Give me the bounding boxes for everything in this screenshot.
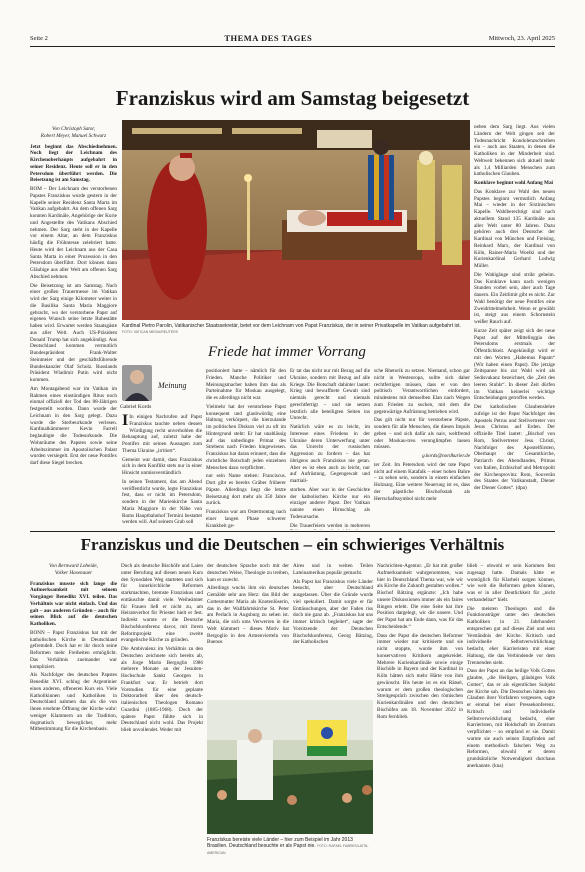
paragraph: BONN – Papst Franziskus hat mit der katholischen Kirche in Deutschland gefremdelt. Doch hat er ihr durch seine Reformen mehr Freiheiten ermöglicht. Das Verhältnis zueinander war kompliziert. [30,629,117,670]
paragraph: Die Trauerfeiern werden in mehreren [290,522,370,529]
paragraph: Nachrichten-Agentur. „Er hat mit großer Aufmerksamkeit wahrgenommen, was hier in Deutschland Thema war, wie wir als Kirche die Zukunft gestalten wollen.“ Bischof Bätzing ergänzte: „Ich habe unsere Diskussionen immer als ein faires Ringen erlebt. Die eine Seite hat ihre Position dargelegt, wir die unsere. Und der Papst hat am Ende dann, was für das Entscheidende.“ [377,563,463,630]
section-title: THEMA DES TAGES [224,33,313,43]
paragraph: Er tat das nicht nur mit Bezug auf die Ukraine, sondern mit Bezug auf alle Kriege. Die Botschaft dahinter lautet: Krieg und bewaffnete Gewalt sind niemals gerecht und niemals gerechtfertigt – und sie setzen letztlich alle beteiligten Seiten ins Unrecht. [290,368,370,422]
section-rule [30,531,555,532]
story2-column-4 [293,563,373,696]
byline-line: Von Bernward Loheide, [49,563,98,569]
paragraph: Das gilt nicht nur für verstorbene Päpste, sondern für alle Menschen, die diesen Impuls geben – und sich dafür als naiv, weltfremd oder Moskau-treu verunglimpfen lassen müssen. [374,417,470,451]
caption-text: Franziskus bereiste viele Länder – hier zum Beispiel im Jahr 2013 Brasilien. Deutschland besuchte er als Papst nie. [207,837,353,850]
paragraph: Doch als deutsche Bischöfe und Laien unter Berufung auf diesen neuen Kurs den Synodalen Weg starteten und sich für innerkirchliche Reformen starkmachten, bremste Franziskus und enttäuschte damit viele. Weiheämter für Frauen ließ er nicht zu, am Heiratsverbot für Priester hielt er fest. Indirekt warnte er die Deutsche Bischofskonferenz davor, mit ihrem Reformprojekt eine zweite evangelische Kirche zu gründen. [121,563,203,644]
headline-secondary: Franziskus und die Deutschen – ein schwieriges Verhältnis [80,535,505,554]
paragraph: ROM – Der Leichnam des verstorbenen Papstes Franziskus wurde gestern in der Kapelle seiner Residenz Santa Marta im Vatikan aufgebahrt. An dem offenen Sarg konnten Kardinäle, Angehörige der Kurie und Angestellte des Vatikans Abschied nehmen. Der Sarg steht in der Kapelle vor einem Altar, an dem Franziskus häufig die Frühmesse zelebriert hatte. Heute wird der Leichnam aus der Casa Santa Marta in einer Prozession in den Petersdom überführt. Dort können dann Gläubige aus aller Welt am offenen Sarg Abschied nehmen. [30,186,117,280]
opinion-column-1 [122,414,202,530]
author-portrait-icon [122,365,152,401]
paragraph [122,414,202,455]
byline [30,563,117,577]
caption-text: Kardinal Pietro Parolin, Vatikanischer Staatssekretär, betet vor dem Leichnam von Papst Franziskus, der in seiner Privatkapelle im Vatikan aufgebahrt ist. [122,323,461,329]
story2-column-6 [467,563,555,853]
paragraph: storben. Aber war in der Geschichte der katholischen Kirche nur ein einziger anderer Papst. Der Vatikan nannte einen Hirnschlag als Todesursache. [290,486,370,520]
paragraph: nur sein Name stehen: Franciscus. Dort gibt es bereits Gräber früherer Päpste. Allerdings liegt die letzte Beisetzung dort mehr als 350 Jahre zurück. [206,473,286,507]
header-rule [30,46,555,47]
paragraph: sche Rhetorik zu setzen. Niemand, schon gar nicht in Westeuropa, sollte sich daher rechtfertigen müssen, dass er von den politisch Verantwortlichen einfordert, mindestens mit demselben Elan nach Wegen zum Frieden zu suchen, mit dem die gegenwärtige Aufrüstung betrieben wird. [374,368,470,415]
photo-parolin-coffin [122,120,470,320]
paragraph: Allerdings wuchs ihm ein deutsches Gemälde sehr ans Herz: das Bild der Gottesmutter Maria als Knotenlöserin, das in der Wallfahrtskirche St. Peter am Perlach in Augsburg zu sehen ist. Maria, die sich ums Verwerren in die Welt kümmert – dieses Motiv hat Bergoglio in den Armenvierteln von Buenos [207,585,289,646]
author-photo [122,365,152,401]
story1-column-1 [30,126,117,526]
paragraph: der deutschen Sprache noch mit der deutschen Weise, Theologie zu treiben, kam er zurecht. [207,563,289,583]
subheading: Konklave beginnt wohl Anfang Mai [474,180,553,186]
photo-credit: FOTO: RAFAEL FABRES/LATIN-AMERICAN [207,844,369,855]
photo-credit: FOTO: VATICAN MEDIA/REUTERS [122,330,179,335]
opinion-label: Meinung [158,381,187,390]
paragraph: Am Montagabend war im Vatikan im Rahmen eines einstündigen Ritus noch einmal offiziell der Tod des 88-Jährigen festgestellt worden. Dann wurde der Leichnam in den Sarg gelegt. Dazu wurde die Sterbeurkunde verlesen. Kardinalkämmerer Kevin Farrell beglaubigte die Todesurkunde. Die Wohnräume des Papstes sowie seine Arbeitszimmer im Apostolischen Palast wurden versiegelt. Erst der neue Pontifex darf diese Siegel brechen. [30,385,117,466]
author-email: g.kords@nordkurier.de [422,453,470,459]
photo-caption [207,837,373,856]
lead-paragraph: Jetzt beginnt das Abschiednehmen. Noch liegt der Leichnam des Kirchenoberhaupts aufgebahrt in seiner Residenz. Heute soll er in den Petersdom überführt werden. Die Beisetzung ist am Samstag. [30,143,117,184]
paragraph: Gemeint war damit, dass Franziskus sich in dem Konflikt stets nur in einer Hinsicht unmissverständlich [122,456,202,476]
issue-date: Mittwoch, 23. April 2025 [488,34,555,42]
byline [30,126,117,140]
photo-illustration [207,700,373,834]
paragraph: positioniert hatte – nämlich für den Frieden. Manche Politiker und Meinungsmacher haben ihm das als Parteinahme für Moskau ausgelegt, die es allerdings nicht war. [206,368,286,401]
paragraph: Dass der Papst die deutschen Reformer immer wieder nur kritisierte und sie nicht stoppte, wurde ihm von konservativen Kritikern angekreidet. Mehrere Kurienkardinäle sowie einige Bischöfe in Bayern und der Kardinal in Köln hätten sich mehr Härte von ihm gewünscht. Bis heute ist es ein Rätsel, warum er dem großen theologischen Streitgespräch zwischen den römischen Kurienkardinälen und den deutschen Bischöfen am 18. November 2022 in Rom fernblieb. [377,632,463,720]
paragraph: Kurze Zeit später zeigt sich der neue Papst auf der Mittelloggia des Petersdoms erstmals der Öffentlichkeit. Angekündigt wird er mit den Worten „Habemus Papam“ (Wir haben einen Papst). Die jetzige Zeitspanne bis zur Wahl wird als Sedisvakanz bezeichnet, die „Zeit des leeren Stuhls“. In dieser Zeit dürfen im Vatikan keinerlei wichtige Entscheidungen getroffen werden. [474,327,555,402]
opinion-headline: Friede hat immer Vorrang [208,344,366,360]
paragraph: ter Zeit. Im Petersdom wird der tote Papst nicht auf einem Katafalk – einer hohen Bahre – zu sehen sein, sondern in einem einfachen Holzsarg. Eine weitere Neuerung ist es, dass der päpstliche Bischofsstab als Herrschaftssymbol nicht mehr [374,461,470,502]
byline-line: Volker Hasenauer [54,569,93,576]
opinion-column-3 [290,368,370,530]
photo-illustration [122,120,470,320]
photo-brazil-crowd [207,700,373,834]
paragraph: Dass der Papst an das heilige Volk Gottes glaubte, „die Heiligen, gläubigen Volk Gottes“, das er als eigentliches Subjekt der Kirche sah. Die Deutschen hätten den Glauben ihrer Vorfahren vergessen, sagte er einmal bei einer Pressekonferenz. Kritisch und individuelle Selbstverwirklichung bedacht, eher Karrieristen, mit Holdschaft im Zentrum verpflichtet – so empfand er sie. Damit warnte sie auch seinen Empfinden auf einem methodisch falschen Weg zu Reformen, obwohl er deren grundsätzliche Notwendigkeit durchaus anerkannte. (kna) [467,668,555,769]
story2-column-5 [377,563,463,853]
lead-paragraph: Franziskus musste sich lange die Aufmerksamkeit mit seinem Vorgänger Benedikt XVI. teilen. Das Verhältnis war nicht einfach. Und das galt – aus anderen Gründen – auch für seinen Blick auf die deutschen Katholiken. [30,580,117,627]
photo-caption [122,323,470,336]
paragraph: Natürlich wäre es zu leicht, im Interesse eines Friedens in der Ukraine deren Unterwerfung unter das Unrecht der russischen Aggression zu fordern – das hat übrigens auch Franziskus nie getan. Aber es ist eben auch zu leicht, nur auf Aufrüstung, Gegengewalt und martiali- [290,424,370,484]
opinion-author: Gabriel Kords [120,404,152,410]
story2-column-2 [121,563,203,853]
paragraph: neben dem Sarg liegt. Aus vielen Ländern der Welt gingen seit der Todesnachricht Kondolenzschreiben ein – auch aus Staaten, in denen die Katholiken in der Minderheit sind. Weltweit bekennen sich aktuell mehr als 1,4 Milliarden Menschen zum katholischen Glauben. [474,124,555,178]
paragraph: Die meisten Theologen und die Funktionsträger unter den deutschen Katholiken in 21. Jahrhundert entsprechen gut auf dieses Ziel und sein Verständnis der Kirche. Kritisch und individuelle Selbstverwirklichung bedacht, eher Karrieristen mit einer Haltung, die das Verbindende vor dem Trennenden sieht. [467,605,555,666]
page-header [30,32,555,44]
paragraph: Die Wahlgänge sind strikt geheim. Das Konklave kann nach wenigen Stunden vorbei sein, aber auch Tage dauern. Ein Zeitlimit gibt es nicht. Zur Wahl benötigt der neue Pontifex eine Zweidrittelmehrheit. Wenn er gewählt ist, steigt aus einem Schornstein weißer Rauch auf. [474,271,555,325]
opinion-column-4 [374,368,470,530]
paragraph: Als Nachfolger des deutschen Papstes Benedikt XVI. schlug der Argentinier einen anderen, offeneren Kurs ein. Viele Katholikinnen und Katholiken in Deutschland nahmen das als die von ihnen ersehnte Öffnung der Kirche wahr: weniger Klammern an die Tradition, dogmatisch beweglicher, mehr Mitbestimmung für die Kirchenbasis. [30,672,117,733]
paragraph: Die Beisetzung ist am Samstag. Nach einer großen Trauermesse im Vatikan wird der Sarg einige Kilometer weiter in die Basilika Santa Maria Maggiore gebracht, wo der verstorbene Papst auf eigenen Wunsch seine letzte Ruhestätte haben wird. Erwartet werden Staatsgäste aus aller Welt. Auch US-Präsident Donald Trump hat sich angekündigt. Aus Deutschland kommen vermutlich Bundespräsident Frank-Walter Steinmeier und der geschäftsführende Bundeskanzler Olaf Scholz. Russlands Präsident Wladimir Putin wird nicht kommen. [30,282,117,383]
page-number: Seite 2 [30,34,48,42]
byline-line: Von Christoph Sator, [51,126,96,132]
drop-cap: I [122,414,129,429]
story2-column-1 [30,563,117,853]
story1-column-right [474,124,555,529]
paragraph: Aires und in weiten Teilen Lateinamerikas populär gemacht. [293,563,373,576]
opinion-column-2 [206,368,286,530]
paragraph: Das Konklave zur Wahl des neuen Papstes beginnt vermutlich Anfang Mai – wieder in der Sixtinischen Kapelle. Wahlberechtigt sind nach aktuellem Stand 135 Kardinäle aus aller Welt unter 80 Jahren. Dazu gehören auch drei Deutsche: der Kardinal von München und Freising, Reinhard Marx, der Kardinal von Köln, Rainer-Maria Woelki und der Kurienkardinal Gerhard Ludwig Müller. [474,188,555,269]
paragraph: In seinen Testament, das am Abend veröffentlicht wurde, legte Franziskus fest, dass er nicht im Petersdom, sondern in der Marienkirche Santa Maria Maggiore in der Nähe von Roms Hauptbahnhof Termini bestattet werden will. Auf seinem Grab soll [122,478,202,526]
story2-column-3 [207,563,289,693]
paragraph: Als Papst hat Franziskus viele Länder besucht, aber Deutschland ausgelassen. Über die Gründe wurde viel spekuliert. Damit sorgte er für Enttäuschungen, aber der Faden riss doch nie ganz ab. „Franziskus hat uns immer kritisch begleitet“, sagte der Vorsitzende der Deutschen Bischofskonferenz, Georg Bätzing, der Katholischen [293,578,373,646]
paragraph: Vielmehr hat der verstorbene Papst konsequent und glaubwürdig eine Haltung verkörpert, die hierzulande im politischen Diskurs viel zu oft im Hintergrund steht: Er hat unablässig auf das unbedingte Primat des Strebens nach Frieden hingewiesen. Franziskus hat daran erinnert, dass die christliche Botschaft jeden einzelnen Menschen dazu verpflichtet. [206,403,286,471]
paragraph: Franziskus war am Ostermontag nach einer langen Phase schwerer Krankheit ge- [206,509,286,529]
headline-main: Franziskus wird am Samstag beigesetzt [115,86,470,110]
paragraph: Die Ambivalenz im Verhältnis zu den Deutschen zeichnete sich bereits ab, als Jorge Mario Bergoglio 1986 mehrere Monate an der Jesuiten-Hochschule Sankt Georgen in Frankfurt war. Er betrieb dort Vorstudien für eine geplante Doktorarbeit über den deutsch-italienischen Theologen Romano Guardini (1885-1968). Doch der spätere Papst fühlte sich in Deutschland nicht wohl. Das Projekt blieb unvollendet. Weder mit [121,646,203,733]
paragraph: blieb – obwohl er sein Kommen fest zugesagt hatte. Damals hätte er womöglich für Klarheit sorgen können, wie weit die Reformen gehen können, was er in aller Deutlichkeit für „nicht verhandelbar“ hielt. [467,563,555,603]
byline-line: Robert Meyer, Manuel Schwarz [40,132,107,139]
paragraph: Der katholischen Glaubenslehre zufolge ist der Papst Nachfolger des Apostels Petrus und Stellvertreter von Jesus Christus auf Erden. Der offizielle Titel lautet: „Bischof von Rom, Stellvertreter Jesu Christi, Nachfolger des Apostelfürsten, Oberhaupt der Gesamtkirche, Patriarch des Abendlandes, Primas von Italien, Erzbischof und Metropolit der Kirchenprovinz Rom, Souverän des Staates der Vatikanstadt, Diener der Diener Gottes“. (dpa) [474,404,555,491]
paragraph-text: In einigen Nachrufen auf Papst Franziskus tauchte neben dessen Würdigung recht unverhohlen die Behauptung auf, zuletzt habe der Pontifex mit seinen Aussagen zum Thema Ukraine „irritiert“. [122,414,202,454]
